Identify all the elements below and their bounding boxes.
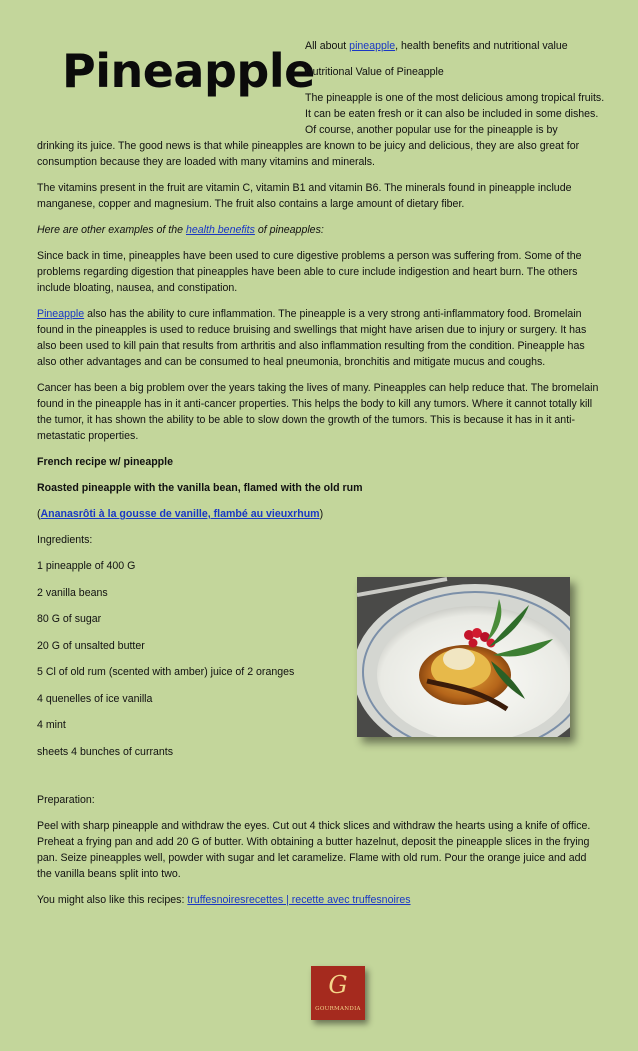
also-like-line <box>37 892 603 908</box>
preparation-paragraph: Peel with sharp pineapple and withdraw the eyes. Cut out 4 thick slices and withdraw the hearts using a knife of office. Preheat a frying pan and add 20 G of butter. With obtaining a butter hazelnut, deposit the pineapple slices in the frying pan. Seize pineapples well, powder with sugar and let caramelize. Flame with old rum. Pour the orange juice and add the vanilla beans split into two. <box>37 820 591 880</box>
preparation-label: Preparation: <box>37 794 95 806</box>
also-like-prefix: You might also like this recipes: <box>37 894 188 906</box>
intro-continuation: drinking its juice. The good news is that while pineapples are known to be juicy and delicious, they are also great for consumption because they are loaded with many vitamins and minerals. <box>37 140 580 168</box>
gourmandia-logo[interactable] <box>311 966 365 1020</box>
examples-suffix: of pineapples: <box>254 224 324 236</box>
about-prefix: All about <box>305 40 350 52</box>
ingredient-item: 80 G of sugar <box>37 613 102 625</box>
pineapple-link[interactable]: pineapple <box>349 40 396 52</box>
ingredient-item: sheets 4 bunches of currants <box>37 745 174 758</box>
vitamins-paragraph: The vitamins present in the fruit are vitamin C, vitamin B1 and vitamin B6. The minerals found in pineapple include manganese, copper and magnesium. The fruit also contains a large amount of dietary fiber. <box>37 182 572 210</box>
inflammation-paragraph <box>37 306 603 370</box>
dish-photo <box>357 577 570 737</box>
about-suffix: , health benefits and nutritional value <box>395 40 568 52</box>
ingredient-item: 2 vanilla beans <box>37 586 108 599</box>
intro-column <box>305 38 605 148</box>
ingredient-item: 1 pineapple of 400 G <box>37 560 136 572</box>
spacer <box>37 770 603 792</box>
ingredient-item: 4 mint <box>37 719 66 731</box>
page-title: Pineapple <box>62 44 315 98</box>
ingredient-item: 20 G of unsalted butter <box>37 639 145 652</box>
cancer-paragraph: Cancer has been a big problem over the years taking the lives of many. Pineapples can help reduce that. The bromelain found in the pineapple has in it anti-cancer properties. This helps the body to kill any tumors. Where it cannot totally kill the tumor, it has shown the ability to be able to slow down the growth of the tumors. This is because it has in it anti-metastatic properties. <box>37 382 599 442</box>
french-title <box>37 506 603 522</box>
ingredient-item: 5 Cl of old rum (scented with amber) juice of 2 oranges <box>37 666 295 678</box>
recipe-name: Roasted pineapple with the vanilla bean, flamed with the old rum <box>37 482 363 494</box>
intro-paragraph: The pineapple is one of the most delicious among tropical fruits. It can be eaten fresh or it can also be included in some dishes. Of course, another popular use for the pineapple is by <box>305 92 605 136</box>
paren-open: ( <box>37 508 41 520</box>
examples-line <box>37 222 603 238</box>
logo-letter: G <box>328 971 348 999</box>
logo-wordmark: GOURMANDIA <box>315 1006 361 1012</box>
dish-illustration <box>357 577 570 737</box>
truffes-link[interactable]: truffesnoiresrecettes | recette avec truffesnoires <box>187 894 411 906</box>
vanilla-ice <box>443 648 475 670</box>
paren-close: ) <box>319 508 324 520</box>
recipe-heading: French recipe w/ pineapple <box>37 456 173 468</box>
ingredient-item: 4 quenelles of ice vanilla <box>37 692 153 705</box>
about-line <box>305 38 605 54</box>
digestion-paragraph: Since back in time, pineapples have been used to cure digestive problems a person was suffering from. Some of the problems regarding digestion that pineapples have been able to cure include indigestion and heart burn. The others include bloating, nausea, and constipation. <box>37 250 582 294</box>
nutrition-heading: Nutritional Value of Pineapple <box>305 66 444 78</box>
examples-prefix: Here are other examples of the <box>37 224 186 236</box>
article-body <box>37 138 603 918</box>
pineapple-inline-link[interactable]: Pineapple <box>37 308 85 320</box>
inflammation-text: also has the ability to cure inflammation. The pineapple is a very strong anti-inflammatory food. Bromelain found in the pineapples is used to reduce bruising and swellings that might have arisen due to injury or surgery. It has also been used to kill pain that results from arthritis and also inflammation resulting from the condition. Pineapple has also other advantages and can be consumed to heal pneumonia, bronchitis and mitigate mucus and coughs. <box>37 308 587 368</box>
ingredients-label: Ingredients: <box>37 534 93 546</box>
french-recipe-link[interactable]: Ananasrôti à la gousse de vanille, flambé au vieuxrhum <box>40 508 320 520</box>
health-benefits-link[interactable]: health benefits <box>185 224 255 236</box>
